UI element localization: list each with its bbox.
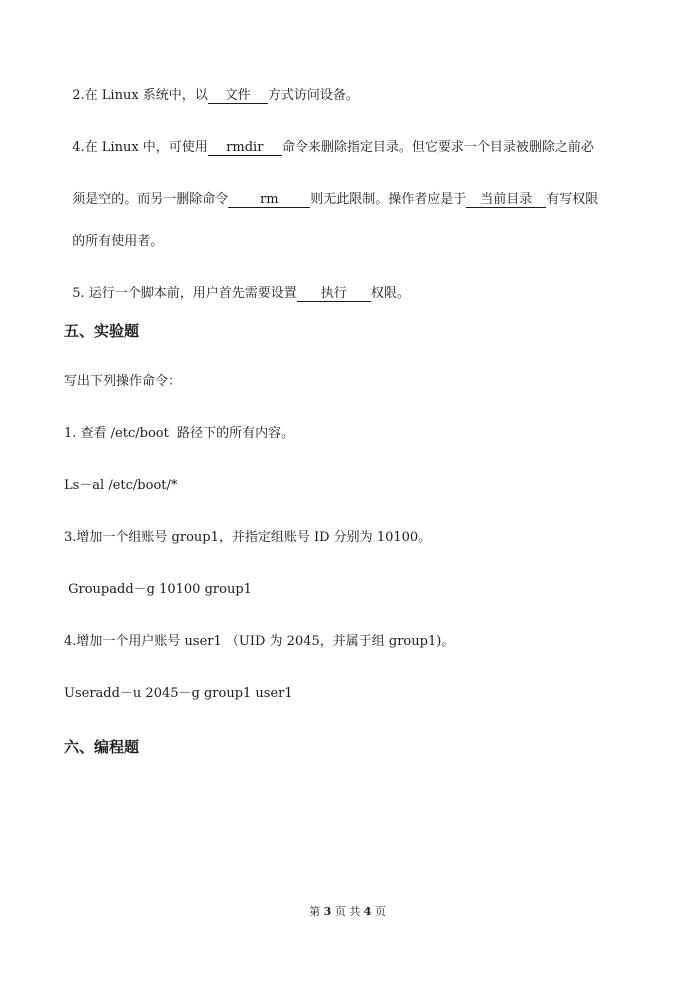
question-text: 2.在 Linux 系统中，以: [72, 88, 208, 103]
lab-answer-4: Useradd－u 2045－g group1 user1: [64, 686, 293, 701]
question-text: 须是空的。而另一删除命令: [72, 192, 229, 207]
page-prefix: 第: [309, 905, 321, 918]
question-4-line-2: [64, 176, 598, 208]
answer-blank: 执行: [297, 286, 371, 302]
question-5: [64, 270, 410, 302]
question-4-line-3: [64, 218, 163, 250]
question-text: 5. 运行一个脚本前，用户首先需要设置: [72, 286, 297, 301]
lab-question-1: 1. 查看 /etc/boot 路径下的所有内容。: [64, 426, 295, 441]
question-text: 命令来删除指定目录。但它要求一个目录被删除之前必: [281, 140, 594, 155]
page-mid: 页 共: [334, 905, 361, 918]
section-heading-experiment: 五、实验题: [64, 322, 140, 340]
answer-blank: 文件: [208, 88, 268, 104]
question-text: 有写权限: [546, 192, 599, 207]
page-suffix: 页: [374, 905, 386, 918]
question-4-line-1: [64, 124, 594, 156]
answer-blank: rmdir: [208, 140, 282, 156]
page-total: 4: [363, 905, 372, 918]
question-text: 的所有使用者。: [72, 234, 164, 249]
question-text: 方式访问设备。: [267, 88, 359, 103]
question-text: 则无此限制。操作者应是于: [310, 192, 467, 207]
answer-blank: rm: [228, 192, 310, 208]
question-2: [64, 72, 359, 104]
lab-answer-1: Ls－al /etc/boot/*: [64, 478, 178, 493]
page-footer: [0, 903, 695, 919]
section-heading-programming: 六、编程题: [64, 738, 140, 756]
section-intro: 写出下列操作命令：: [64, 374, 182, 389]
lab-question-3: 3.增加一个组账号 group1，并指定组账号 ID 分别为 10100。: [64, 530, 432, 545]
question-text: 权限。: [370, 286, 410, 301]
lab-question-4: 4.增加一个用户账号 user1 （UID 为 2045，并属于组 group1)。: [64, 634, 455, 649]
lab-answer-3: Groupadd－g 10100 group1: [64, 582, 252, 597]
answer-blank: 当前目录: [466, 192, 546, 208]
page-current: 3: [323, 905, 332, 918]
question-text: 4.在 Linux 中，可使用: [72, 140, 208, 155]
